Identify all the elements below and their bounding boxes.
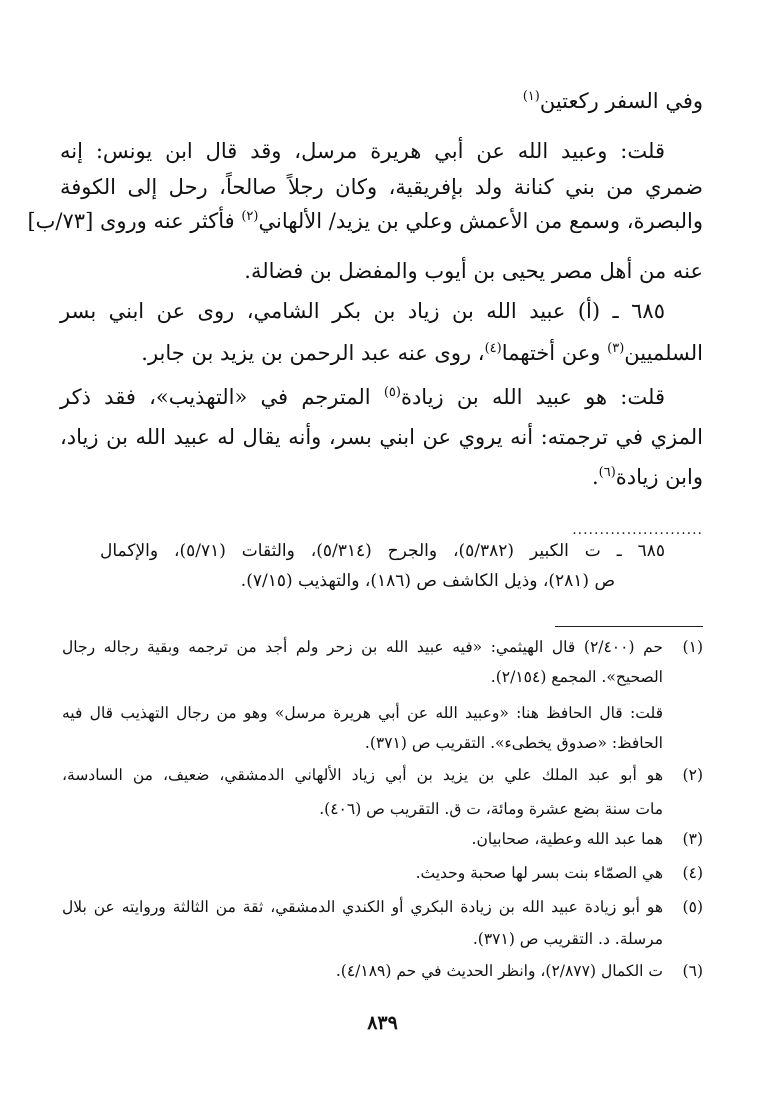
body-text: وعن أختهما	[501, 341, 608, 365]
footnote-text: هو أبو عبد الملك علي بن يزيد بن أبي زياد الألهاني الدمشقي، ضعيف، من السادسة،	[62, 766, 663, 784]
body-text: السلميين	[624, 341, 703, 365]
dotted-separator: ........................	[572, 522, 703, 538]
footnote-divider	[555, 626, 703, 627]
footnote-4	[62, 860, 703, 886]
reference-line-1: ٦٨٥ ـ ت الكبير (٥/٣٨٢)، والجرح (٥/٣١٤)، والثقات (٥/٧١)، والإكمال	[100, 541, 666, 561]
footnote-number: (٣)	[682, 830, 703, 848]
body-text: قلت: وعبيد الله عن أبي هريرة مرسل، وقد قال ابن يونس: إنه	[60, 139, 665, 163]
body-line-8	[60, 382, 665, 412]
footnote-5	[62, 894, 703, 920]
body-text: والبصرة، وسمع من الأعمش وعلي بن يزيد/ الألهاني	[258, 209, 703, 233]
body-text: ، روى عنه عبد الرحمن بن يزيد بن جابر.	[141, 341, 485, 365]
footnote-text: هو أبو زيادة عبيد الله بن زيادة البكري أو الكندي الدمشقي، ثقة من الثالثة وروايته عن بلال	[62, 898, 663, 916]
body-line-10	[60, 462, 703, 492]
body-line-3	[60, 172, 703, 202]
footnote-6	[62, 958, 703, 984]
body-line-7	[60, 338, 703, 368]
footnote-marker[interactable]: (٢)	[241, 209, 259, 224]
body-line-2	[60, 136, 665, 166]
footnote-number: (٢)	[682, 766, 703, 784]
body-text: وفي السفر ركعتين	[539, 89, 703, 113]
footnote-marker[interactable]: (٣)	[607, 341, 625, 356]
footnote-marker[interactable]: (٦)	[598, 465, 616, 480]
body-text: المزي في ترجمته: أنه يروي عن ابني بسر، وأنه يقال له عبيد الله بن زياد،	[60, 425, 703, 449]
body-line-5	[60, 256, 703, 286]
footnote-2-cont: مات سنة بضع عشرة ومائة، ت ق. التقريب ص (٤٠٦).	[319, 800, 663, 818]
footnote-text: حم (٢/٤٠٠) قال الهيثمي: «فيه عبيد الله بن زحر ولم أجد من ترجمه وبقية رجاله رجال	[62, 638, 663, 656]
body-text: عنه من أهل مصر يحيى بن أيوب والمفضل بن فضالة.	[244, 259, 703, 283]
footnote-text: هما عبد الله وعطية، صحابيان.	[471, 830, 663, 848]
footnote-1-cont: الصحيح». المجمع (٢/١٥٤).	[490, 668, 663, 686]
footnote-1-note: قلت: قال الحافظ هنا: «وعبيد الله عن أبي هريرة مرسل» وهو من رجال التهذيب قال فيه	[62, 704, 663, 722]
footnote-text: هي الصمّاء بنت بسر لها صحبة وحديث.	[415, 864, 663, 882]
body-text: ضمري من بني كنانة ولد بإفريقية، وكان رجلاً صالحاً، رحل إلى الكوفة	[60, 175, 703, 199]
body-line-4	[27, 206, 703, 236]
footnote-1	[62, 634, 703, 660]
body-text: فأكثر عنه وروى [٧٣/ب]	[27, 209, 242, 233]
footnote-number: (١)	[682, 638, 703, 656]
footnote-marker[interactable]: (٤)	[484, 341, 502, 356]
footnote-5-cont: مرسلة. د. التقريب ص (٣٧١).	[472, 930, 663, 948]
body-text: وابن زيادة	[615, 465, 703, 489]
footnote-text: ت الكمال (٢/٨٧٧)، وانظر الحديث في حم (٤/١٨٩).	[335, 962, 663, 980]
footnote-number: (٦)	[682, 962, 703, 980]
body-text: المترجم في «التهذيب»، فقد ذكر	[60, 385, 384, 409]
body-text: قلت: هو عبيد الله بن زيادة	[400, 385, 665, 409]
footnote-marker[interactable]: (٥)	[383, 385, 401, 400]
footnote-number: (٥)	[682, 898, 703, 916]
footnote-3	[62, 826, 703, 852]
reference-line-2: ص (٢٨١)، وذيل الكاشف ص (١٨٦)، والتهذيب (٧/١٥).	[240, 571, 615, 591]
body-line-1	[60, 86, 703, 116]
body-text: ٦٨٥ ـ (أ) عبيد الله بن زياد بن بكر الشامي، روى عن ابني بسر	[60, 299, 665, 323]
body-line-9	[60, 422, 703, 452]
entry-heading-685	[60, 296, 665, 326]
body-text: .	[591, 465, 599, 489]
footnote-number: (٤)	[682, 864, 703, 882]
page-number: ٨٣٩	[367, 1012, 398, 1034]
footnote-1-note-cont: الحافظ: «صدوق يخطىء». التقريب ص (٣٧١).	[364, 734, 663, 752]
footnote-2	[62, 762, 703, 788]
footnote-marker[interactable]: (١)	[522, 89, 540, 104]
